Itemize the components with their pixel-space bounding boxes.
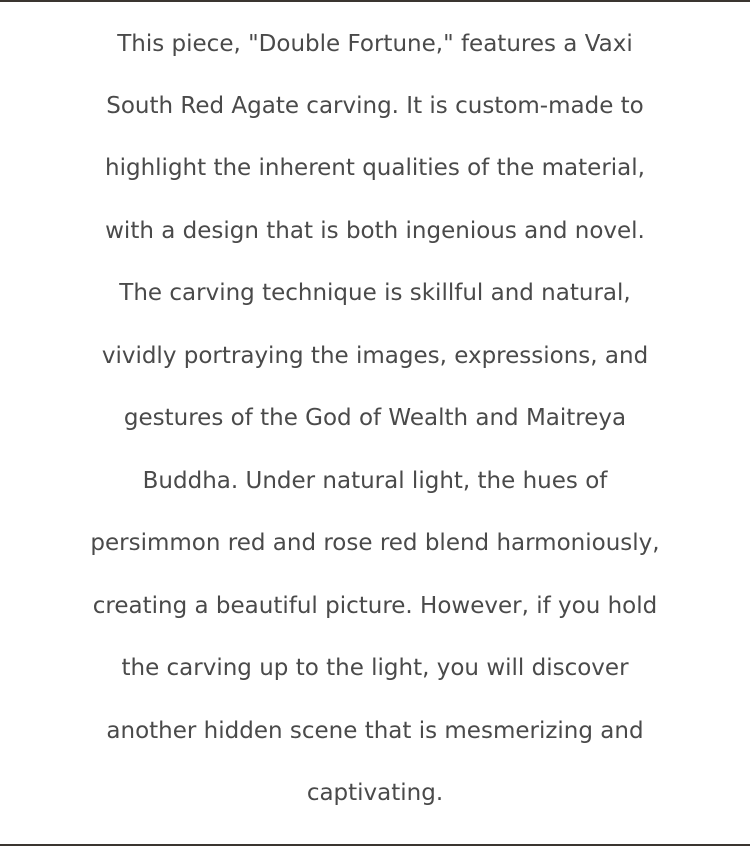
- description-line: the carving up to the light, you will discover: [121, 655, 629, 681]
- description-line: highlight the inherent qualities of the material,: [105, 155, 645, 181]
- description-line: Buddha. Under natural light, the hues of: [142, 468, 608, 494]
- description-line: gestures of the God of Wealth and Maitreya: [123, 405, 627, 431]
- description-line: persimmon red and rose red blend harmoniously,: [90, 530, 660, 556]
- description-line: The carving technique is skillful and natural,: [119, 280, 631, 306]
- description-line: South Red Agate carving. It is custom-made to: [106, 93, 644, 119]
- description-line: another hidden scene that is mesmerizing and: [106, 718, 644, 744]
- description-line: with a design that is both ingenious and novel.: [105, 218, 645, 244]
- description-line: captivating.: [306, 780, 444, 806]
- description-line: vividly portraying the images, expressions, and: [101, 343, 649, 369]
- description-line: creating a beautiful picture. However, if you hold: [92, 593, 658, 619]
- description-line: This piece, "Double Fortune," features a Vaxi: [117, 31, 633, 57]
